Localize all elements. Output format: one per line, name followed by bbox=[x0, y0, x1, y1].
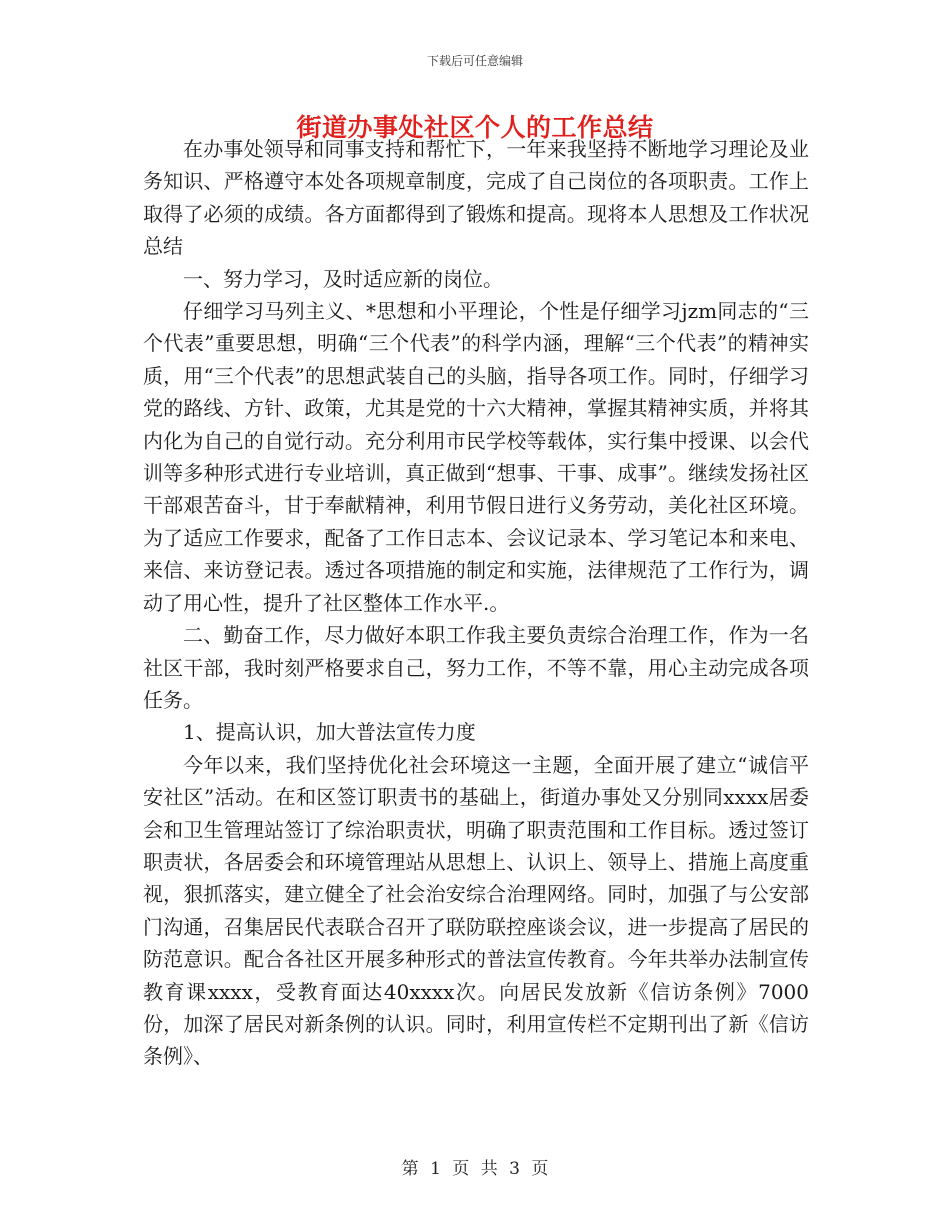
page-header: 下载后可任意编辑 bbox=[426, 54, 523, 68]
document-title: 街道办事处社区个人的工作总结 bbox=[296, 113, 654, 142]
section-heading-1: 一、努力学习，及时适应新的岗位。 bbox=[183, 266, 503, 291]
section-heading-2: 二、勤奋工作，尽力做好本职工作我主要负责综合治理工作，作为一名社区干部，我时刻严格要求自己，努力工作，不等不靠，用心主动完成各项任务。 bbox=[143, 623, 809, 712]
subsection-heading-1: 1、提高认识，加大普法宣传力度 bbox=[183, 720, 476, 745]
document-body bbox=[143, 133, 809, 1073]
page-footer: 第 1 页 共 3 页 bbox=[401, 1159, 549, 1179]
paragraph-study: 仔细学习马列主义、*思想和小平理论，个性是仔细学习jzm同志的“三个代表”重要思想，明确“三个代表”的科学内涵，理解“三个代表”的精神实质，用“三个代表”的思想武装自己的头脑，指导各项工作。同时，仔细学习党的路线、方针、政策，尤其是党的十六大精神，掌握其精神实质，并将其内化为自己的自觉行动。充分利用市民学校等载体，实行集中授课、以会代训等多种形式进行专业培训，真正做到“想事、干事、成事”。继续发扬社区干部艰苦奋斗，甘于奉献精神，利用节假日进行义务劳动，美化社区环境。为了适应工作要求，配备了工作日志本、会议记录本、学习笔记本和来电、来信、来访登记表。透过各项措施的制定和实施，法律规范了工作行为，调动了用心性，提升了社区整体工作水平.。 bbox=[143, 299, 809, 615]
paragraph-legal-publicity: 今年以来，我们坚持优化社会环境这一主题，全面开展了建立“诚信平安社区”活动。在和区签订职责书的基础上，街道办事处又分别同xxxx居委会和卫生管理站签订了综治职责状，明确了职责范围和工作目标。透过签订职责状，各居委会和环境管理站从思想上、认识上、领导上、措施上高度重视，狠抓落实，建立健全了社会治安综合治理网络。同时，加强了与公安部门沟通，召集居民代表联合召开了联防联控座谈会议，进一步提高了居民的防范意识。配合各社区开展多种形式的普法宣传教育。今年共举办法制宣传教育课xxxx，受教育面达40xxxx次。向居民发放新《信访条例》7000份，加深了居民对新条例的认识。同时，利用宣传栏不定期刊出了新《信访条例》、 bbox=[143, 752, 809, 1069]
paragraph-intro: 在办事处领导和同事支持和帮忙下，一年来我坚持不断地学习理论及业务知识、严格遵守本处各项规章制度，完成了自己岗位的各项职责。工作上取得了必须的成绩。各方面都得到了锻炼和提高。现将本人思想及工作状况总结 bbox=[143, 137, 809, 259]
